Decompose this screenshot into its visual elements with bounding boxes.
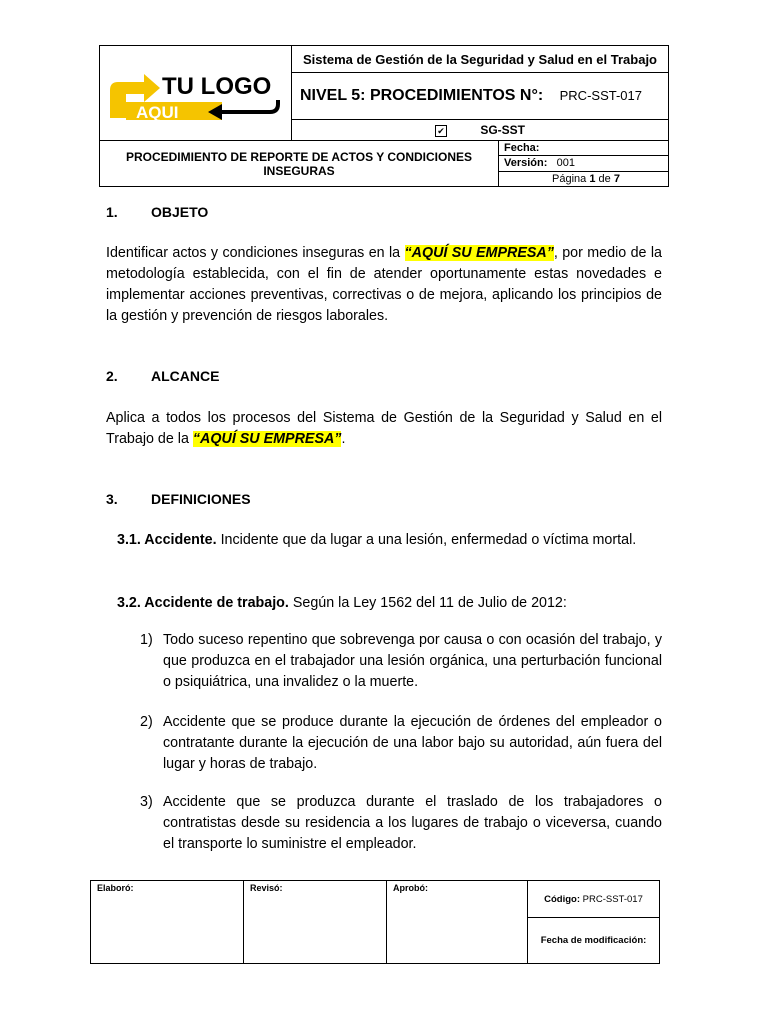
section-heading-objeto: 1. OBJETO	[106, 204, 209, 220]
list-item: 2) Accidente que se produce durante la ejecución de órdenes del empleador o contratante durante la ejecución de una labor bajo su autoridad, aún fuera del lugar y horas de trabajo.	[140, 714, 662, 772]
section-heading-alcance: 2. ALCANCE	[106, 368, 220, 384]
section-heading-definiciones: 3. DEFINICIONES	[106, 491, 251, 507]
logo-text-bottom: AQUI	[136, 103, 179, 122]
fecha-label: Fecha:	[504, 142, 540, 155]
elaboro-cell: Elaboró:	[91, 881, 244, 964]
definition-accidente-trabajo: 3.2. Accidente de trabajo. Según la Ley 1562 del 11 de Julio de 2012:	[117, 595, 567, 611]
aprobo-cell: Aprobó:	[387, 881, 528, 964]
company-highlight: “AQUÍ SU EMPRESA”	[404, 245, 554, 261]
logo-text-top: TU LOGO	[162, 73, 272, 100]
level-label: NIVEL 5: PROCEDIMIENTOS N°:	[300, 87, 544, 104]
list-item: 3) Accidente que se produzca durante el traslado de los trabajadores o contratistas desde su residencia a los lugares de trabajo o viceversa, cuando el transporte lo suministre el empleador.	[140, 794, 662, 852]
level-code: PRC-SST-017	[559, 88, 642, 103]
fecha-cell	[499, 141, 669, 156]
procedure-title: PROCEDIMIENTO DE REPORTE DE ACTOS Y CONDICIONES INSEGURAS	[100, 141, 499, 186]
reviso-cell: Revisó:	[244, 881, 387, 964]
sgsst-label: SG-SST	[480, 123, 525, 137]
level-cell	[292, 73, 669, 120]
system-title: Sistema de Gestión de la Seguridad y Salud en el Trabajo	[292, 46, 669, 73]
checkbox-icon: ✔	[435, 125, 447, 137]
version-value: 001	[556, 157, 575, 170]
version-label: Versión:	[504, 157, 548, 170]
document-header	[99, 45, 669, 187]
logo-cell	[100, 46, 292, 141]
company-logo	[100, 46, 291, 140]
sgsst-cell	[292, 120, 669, 141]
fecha-modificacion-cell: Fecha de modificación:	[528, 918, 660, 964]
codigo-cell: Código: PRC-SST-017	[528, 881, 660, 918]
definition-accidente: 3.1. Accidente. Incidente que da lugar a una lesión, enfermedad o víctima mortal.	[117, 532, 637, 548]
section-body-objeto: Identificar actos y condiciones inseguras en la “AQUÍ SU EMPRESA”, por medio de la metodología establecida, con el fin de atender oportunamente estas novedades e implementar acciones preventivas, correctivas o de mejora, aplicando los principios de la gestión y prevención de riesgos laborales.	[106, 245, 663, 324]
company-highlight: “AQUÍ SU EMPRESA”	[192, 431, 342, 447]
page-indicator: Página 1 de 7	[552, 172, 620, 185]
section-body-alcance: Aplica a todos los procesos del Sistema de Gestión de la Seguridad y Salud en el Trabajo de la “AQUÍ SU EMPRESA”.	[106, 410, 662, 447]
procedure-row	[100, 141, 668, 186]
version-cell	[499, 156, 669, 171]
list-item: 1) Todo suceso repentino que sobrevenga por causa o con ocasión del trabajo, y que produzca en el trabajador una lesión orgánica, una perturbación funcional o psiquiátrica, una invalidez o la muerte.	[140, 632, 662, 690]
document-footer	[90, 880, 660, 964]
